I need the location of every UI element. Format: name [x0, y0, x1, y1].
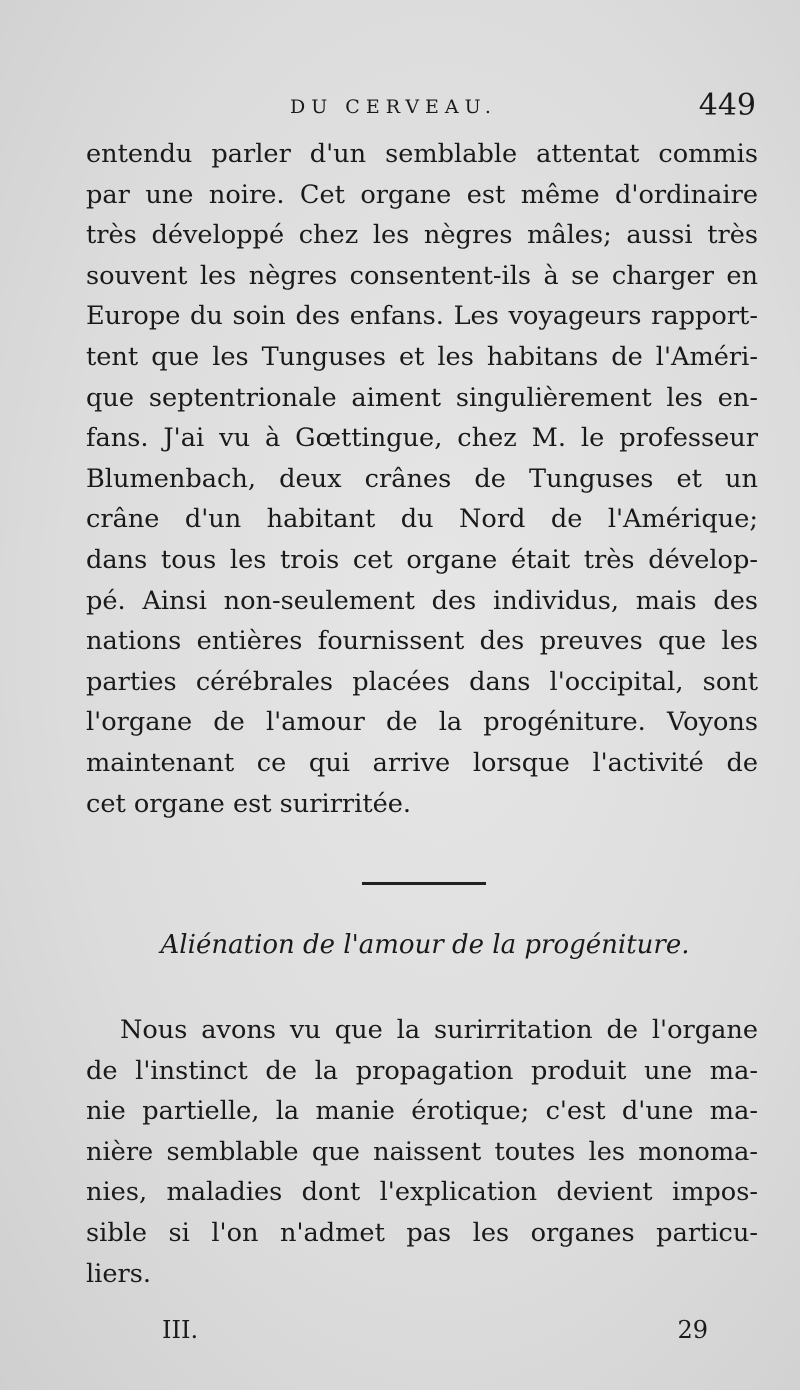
text-line: Blumenbach, deux crânes de Tunguses et un: [86, 463, 758, 494]
text-line: l'organe de l'amour de la progéniture. Voyons: [86, 707, 758, 738]
text-line: Europe du soin des enfans. Les voyageurs rapport-: [86, 301, 758, 332]
text-line: nations entières fournissent des preuves que les: [86, 626, 758, 657]
signature-mark: 29: [677, 1316, 708, 1344]
text-line: nies, maladies dont l'explication devient impos-: [86, 1177, 758, 1208]
text-line: nie partielle, la manie érotique; c'est d'une ma-: [86, 1096, 758, 1127]
text-line: dans tous les trois cet organe était très dévelop-: [86, 544, 758, 575]
paragraph-1: [86, 134, 758, 824]
text-line: souvent les nègres consentent-ils à se charger en: [86, 260, 758, 291]
text-line: sible si l'on n'admet pas les organes particu-: [86, 1217, 758, 1248]
paragraph-2: [86, 1010, 758, 1294]
text-line: que septentrionale aiment singulièrement les en-: [86, 382, 758, 413]
text-line: cet organe est surirritée.: [86, 788, 412, 819]
text-line: Nous avons vu que la surirritation de l'organe: [120, 1015, 758, 1045]
text-line: tent que les Tunguses et les habitans de l'Améri-: [86, 341, 758, 372]
text-line: liers.: [86, 1258, 152, 1289]
section-title: Aliénation de l'amour de la progéniture.: [160, 930, 690, 960]
text-line: parties cérébrales placées dans l'occipital, sont: [86, 666, 758, 697]
text-line: de l'instinct de la propagation produit une ma-: [86, 1055, 758, 1086]
text-line: par une noire. Cet organe est même d'ordinaire: [86, 179, 758, 210]
text-line: très développé chez les nègres mâles; aussi très: [86, 220, 758, 251]
page-number: 449: [698, 88, 756, 123]
running-title: DU CERVEAU.: [290, 96, 497, 118]
text-line: pé. Ainsi non-seulement des individus, mais des: [86, 585, 758, 616]
text-line: fans. J'ai vu à Gœttingue, chez M. le professeur: [86, 423, 758, 454]
text-line: entendu parler d'un semblable attentat commis: [86, 139, 758, 169]
volume-marker: III.: [162, 1316, 199, 1344]
text-line: nière semblable que naissent toutes les monoma-: [86, 1136, 758, 1167]
text-line: maintenant ce qui arrive lorsque l'activité de: [86, 747, 758, 778]
section-divider: [362, 882, 486, 885]
text-line: crâne d'un habitant du Nord de l'Amérique;: [86, 504, 758, 535]
